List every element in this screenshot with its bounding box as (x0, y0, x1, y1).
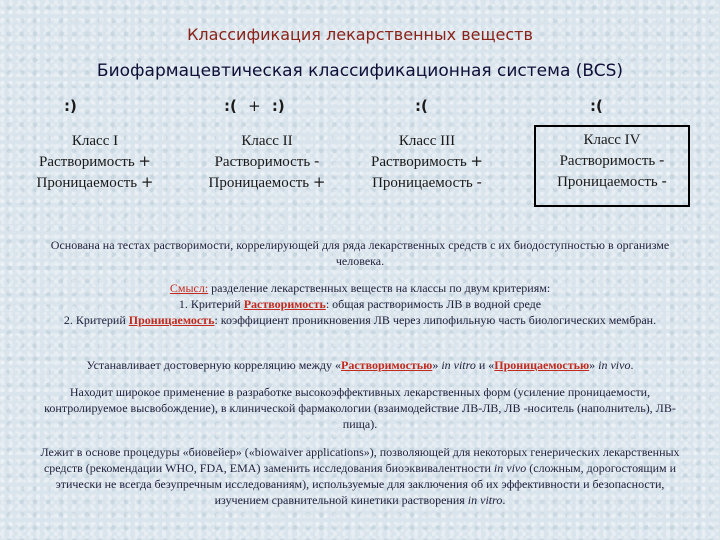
correlation-text-c: и « (475, 358, 495, 372)
meaning-label: Смысл: (169, 281, 209, 295)
class-1-solubility (20, 151, 170, 172)
class-3-name: Класс III (398, 133, 456, 149)
correlation-text-d: » (589, 358, 599, 372)
criterion-2-prefix: 2. Критерий (63, 313, 129, 327)
permeability-label: Проницаемость (557, 174, 658, 190)
criterion-1-term: Растворимость (243, 297, 326, 311)
bcs-basis-paragraph: Основана на тестах растворимости, коррелирующей для ряда лекарственных средств с их биодоступностью в организме человека. (50, 238, 670, 268)
class-4-block (534, 125, 690, 207)
meaning-text: разделение лекарственных веществ на классы по двум критериям: (208, 281, 551, 295)
page-title: Классификация лекарственных веществ (187, 25, 533, 44)
permeability-label: Проницаемость (36, 175, 138, 191)
class-1-permeability (20, 172, 170, 193)
class-2-emoticon-plus: + (248, 97, 261, 115)
page-subtitle: Биофармацевтическая классификационная система (BCS) (96, 61, 624, 81)
permeability-sign: - (661, 172, 667, 190)
class-2-solubility (192, 151, 342, 172)
biowaiver-text-b: (сложным, дорогостоящим и этически не всегда безупречным исследованиям), используемые для заключения об их эффективности и безопасности, изучением сравнительной кинетики растворения (55, 461, 677, 507)
class-2-emoticon-group (224, 97, 285, 115)
biowaiver-text-c: . (502, 493, 506, 507)
in-vivo-text: in vivo (598, 358, 631, 372)
class-2-permeability (192, 172, 342, 193)
permeability-sign: + (312, 173, 326, 191)
solubility-label: Растворимость (214, 154, 311, 170)
permeability-sign: - (476, 173, 482, 191)
correlation-text-b: » (432, 358, 442, 372)
class-3-solubility (352, 151, 502, 172)
criterion-1-prefix: 1. Критерий (178, 297, 244, 311)
in-vitro-text: in vitro (467, 493, 503, 507)
class-2-block (192, 131, 342, 193)
solubility-label: Растворимость (39, 154, 135, 170)
permeability-term: Проницаемостью (494, 358, 590, 372)
in-vivo-text: in vivo (493, 461, 527, 475)
class-2-emoticon-happy: :) (271, 97, 285, 115)
class-3-block (352, 131, 502, 193)
permeability-sign: + (140, 173, 154, 191)
application-paragraph: Находит широкое применение в разработке высокоэффективных лекарственных форм (усиление проницаемости, контролируемое высвобождение), в клинической фармакологии (взаимодействие ЛВ-ЛВ, ЛВ -носитель (наполнитель), ЛВ-пища). (44, 385, 676, 431)
biowaiver-paragraph (30, 444, 690, 508)
permeability-label: Проницаемость (208, 175, 310, 191)
permeability-label: Проницаемость (372, 175, 473, 191)
bcs-meaning-paragraph (30, 280, 690, 328)
criterion-2-text: : коэффициент проникновения ЛВ через липофильную часть биологических мембран. (214, 313, 657, 327)
class-2-name: Класс II (241, 133, 293, 149)
class-2-emoticon-sad: :( (224, 97, 237, 115)
biowaiver-text-a: Лежит в основе процедуры «биовейер» («biowaiver applications»), позволяющей для некоторых генерических лекарственных средств (рекомендации WHO, FDA, EMA) заменить исследования биоэквивалентности (40, 445, 680, 475)
solubility-sign: - (313, 152, 320, 170)
solubility-label: Растворимость (371, 154, 467, 170)
solubility-sign: - (658, 151, 665, 169)
class-1-name: Класс I (71, 133, 119, 149)
in-vitro-text: in vitro (441, 358, 476, 372)
criterion-1-text: : общая растворимость ЛВ в водной среде (325, 297, 542, 311)
correlation-paragraph (30, 357, 690, 373)
solubility-term: Растворимостью (341, 358, 433, 372)
class-1-emoticon: :) (64, 97, 77, 115)
class-1-block (20, 131, 170, 193)
class-4-permeability (542, 171, 682, 192)
class-3-permeability (352, 172, 502, 193)
class-4-name: Класс IV (583, 132, 641, 148)
class-3-emoticon: :( (415, 97, 428, 115)
class-4-solubility (542, 150, 682, 171)
class-4-emoticon: :( (590, 97, 603, 115)
solubility-sign: + (470, 152, 483, 170)
criterion-2-term: Проницаемость (128, 313, 215, 327)
correlation-text-a: Устанавливает достоверную корреляцию между « (86, 358, 342, 372)
solubility-label: Растворимость (559, 153, 656, 169)
correlation-text-e: . (630, 358, 634, 372)
solubility-sign: + (138, 152, 151, 170)
